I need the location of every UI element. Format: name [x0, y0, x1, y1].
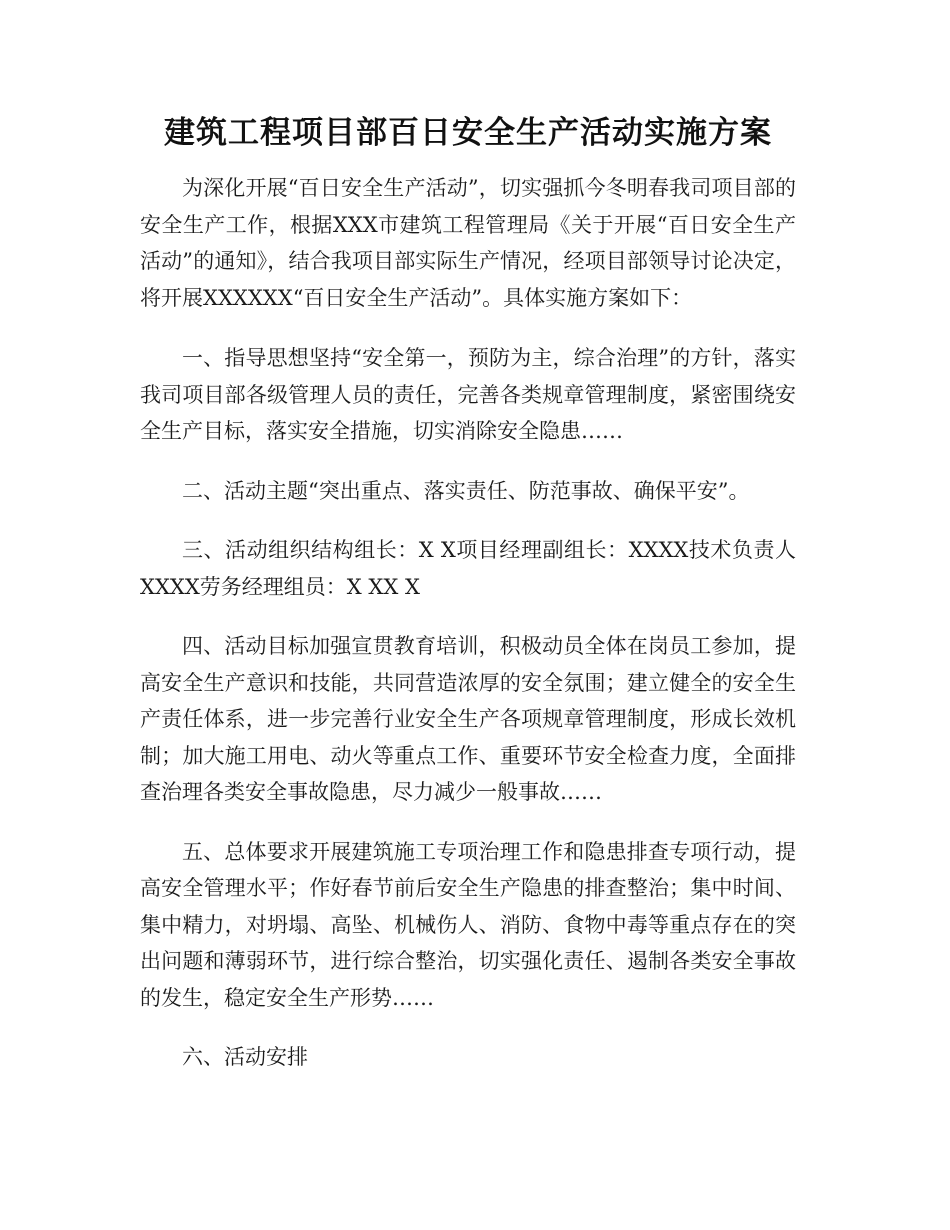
- document-page: [140, 108, 796, 1099]
- section-organization: 三、活动组织结构组长：X X项目经理副组长：XXXX技术负责人XXXX劳务经理组员：X XX X: [140, 538, 796, 599]
- intro-paragraph: 为深化开展“百日安全生产活动”，切实强抓今冬明春我司项目部的安全生产工作，根据XXX市建筑工程管理局《关于开展“百日安全生产活动”的通知》，结合我项目部实际生产情况，经项目部领导讨论决定，将开展XXXXXX“百日安全生产活动”。具体实施方案如下：: [140, 176, 796, 310]
- section-guiding-ideology: 一、指导思想坚持“安全第一，预防为主，综合治理”的方针，落实我司项目部各级管理人员的责任，完善各类规章管理制度，紧密围绕安全生产目标，落实安全措施，切实消除安全隐患……: [140, 346, 796, 443]
- document-title: 建筑工程项目部百日安全生产活动实施方案: [164, 115, 772, 151]
- section-activity-theme: 二、活动主题“突出重点、落实责任、防范事故、确保平安”。: [182, 478, 750, 503]
- section-activity-arrangement: 六、活动安排: [182, 1045, 308, 1069]
- section-activity-goals: 四、活动目标加强宣贯教育培训，积极动员全体在岗员工参加，提高安全生产意识和技能，共同营造浓厚的安全氛围；建立健全的安全生产责任体系，进一步完善行业安全生产各项规章管理制度，形成长效机制；加大施工用电、动火等重点工作、重要环节安全检查力度，全面排查治理各类安全事故隐患，尽力减少一般事故……: [140, 634, 796, 804]
- section-general-requirements: 五、总体要求开展建筑施工专项治理工作和隐患排查专项行动，提高安全管理水平；作好春节前后安全生产隐患的排查整治；集中时间、集中精力，对坍塌、高坠、机械伤人、消防、食物中毒等重点存在的突出问题和薄弱环节，进行综合整治，切实强化责任、遏制各类安全事故的发生，稳定安全生产形势……: [140, 839, 796, 1010]
